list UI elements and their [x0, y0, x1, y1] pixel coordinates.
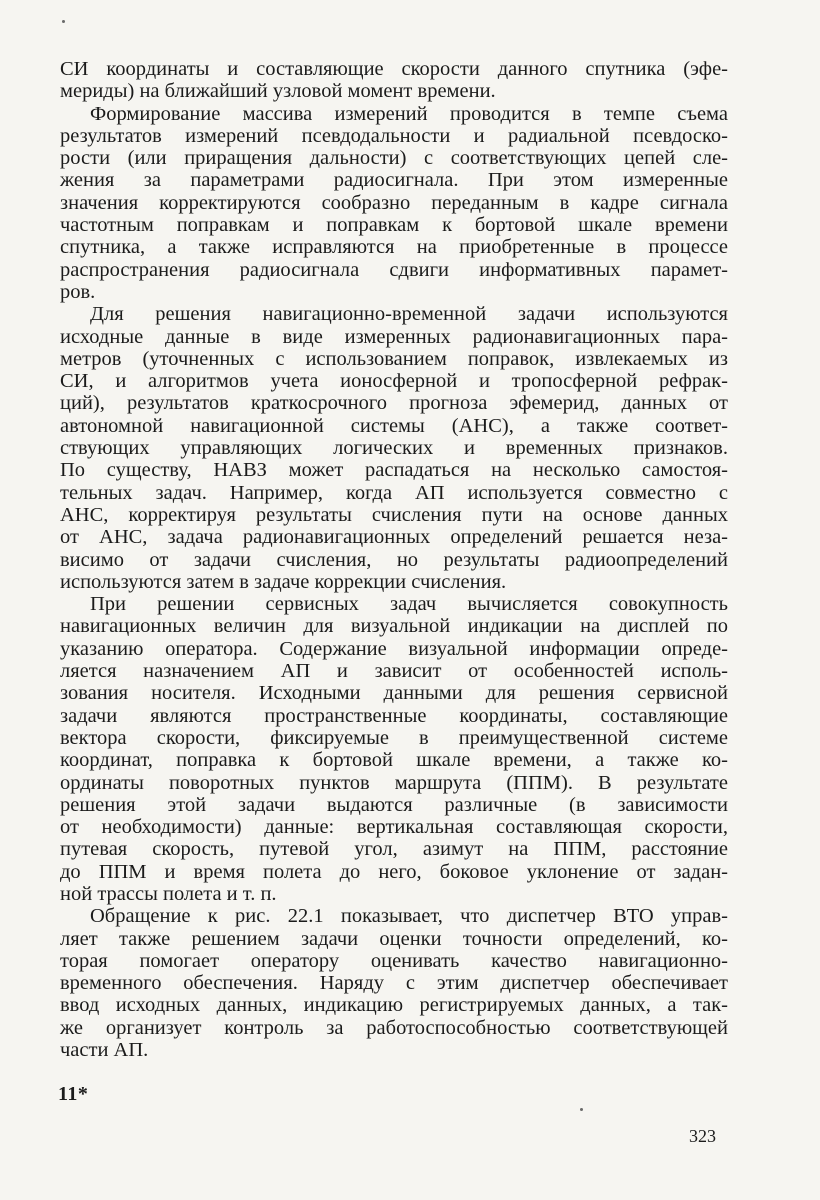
body-text [60, 58, 728, 1061]
text-line: По существу, НАВЗ может распадаться на несколько самостоя- [60, 459, 728, 482]
page-number: 323 [689, 1126, 716, 1146]
text-line: При решении сервисных задач вычисляется совокупность [90, 593, 728, 616]
text-line: временного обеспечения. Наряду с этим диспетчер обеспечивает [60, 972, 728, 995]
text-line: торая помогает оператору оценивать качество навигационно- [60, 949, 728, 972]
text-line: жения за параметрами радиосигнала. При этом измеренные [60, 169, 728, 192]
text-line: от АНС, задача радионавигационных определений решается неза- [60, 526, 728, 549]
text-line: мериды) на ближайший узловой момент времени. [60, 80, 496, 103]
text-line: АНС, корректируя результаты счисления пути на основе данных [60, 503, 728, 526]
signature-mark: 11* [58, 1083, 89, 1105]
text-line: тельных задач. Например, когда АП используется совместно с [60, 481, 728, 504]
text-line: ляет также решением задачи оценки точности определений, ко- [60, 927, 728, 950]
text-line: значения корректируются сообразно переданным в кадре сигнала [60, 191, 728, 214]
text-line: ствующих управляющих логических и временных признаков. [60, 437, 728, 460]
text-line: автономной навигационной системы (АНС), а также соответ- [60, 414, 728, 437]
text-line: ляется назначением АП и зависит от особенностей исполь- [60, 660, 728, 683]
text-line: ций), результатов краткосрочного прогноза эфемерид, данных от [60, 392, 728, 415]
text-line: исходные данные в виде измеренных радионавигационных пара- [60, 325, 728, 348]
text-line: до ППМ и время полета до него, боковое уклонение от задан- [60, 860, 728, 883]
text-line: распространения радиосигнала сдвиги информативных парамет- [60, 258, 728, 281]
text-line: рости (или приращения дальности) с соответствующих цепей сле- [60, 147, 728, 170]
text-line: задачи являются пространственные координаты, составляющие [60, 704, 728, 727]
text-line: же организует контроль за работоспособностью соответствующей [60, 1016, 728, 1039]
text-line: вектора скорости, фиксируемые в преимущественной системе [60, 726, 728, 749]
text-line: Обращение к рис. 22.1 показывает, что диспетчер ВТО управ- [90, 905, 728, 928]
scan-speck [62, 20, 65, 23]
text-line: зования носителя. Исходными данными для решения сервисной [60, 682, 728, 705]
text-line: координат, поправка к бортовой шкале времени, а также ко- [60, 749, 728, 772]
text-line: от необходимости) данные: вертикальная составляющая скорости, [60, 816, 728, 839]
text-line: части АП. [60, 1039, 149, 1062]
text-line: частотным поправкам и поправкам к бортовой шкале времени [60, 214, 728, 237]
text-line: висимо от задачи счисления, но результаты радиоопределений [60, 548, 728, 571]
text-line: ной трассы полета и т. п. [60, 882, 277, 905]
text-line: решения этой задачи выдаются различные (в зависимости [60, 793, 728, 816]
scan-speck [580, 1108, 583, 1111]
text-line: путевая скорость, путевой угол, азимут на ППМ, расстояние [60, 838, 728, 861]
text-line: ввод исходных данных, индикацию регистрируемых данных, а так- [60, 994, 728, 1017]
text-line: ров. [60, 280, 96, 303]
text-line: используются затем в задаче коррекции счисления. [60, 570, 507, 593]
text-line: СИ координаты и составляющие скорости данного спутника (эфе- [60, 58, 728, 80]
text-line: СИ, и алгоритмов учета ионосферной и тропосферной рефрак- [60, 370, 728, 393]
text-line: Формирование массива измерений проводится в темпе съема [90, 102, 728, 125]
text-line: результатов измерений псевдодальности и радиальной псевдоско- [60, 124, 728, 147]
text-line: указанию оператора. Содержание визуальной информации опреде- [60, 637, 728, 660]
text-line: навигационных величин для визуальной индикации на дисплей по [60, 615, 728, 638]
text-line: ординаты поворотных пунктов маршрута (ППМ). В результате [60, 771, 728, 794]
text-line: метров (уточненных с использованием поправок, извлекаемых из [60, 347, 728, 370]
text-line: Для решения навигационно-временной задачи используются [90, 303, 728, 326]
text-line: спутника, а также исправляются на приобретенные в процессе [60, 236, 728, 259]
